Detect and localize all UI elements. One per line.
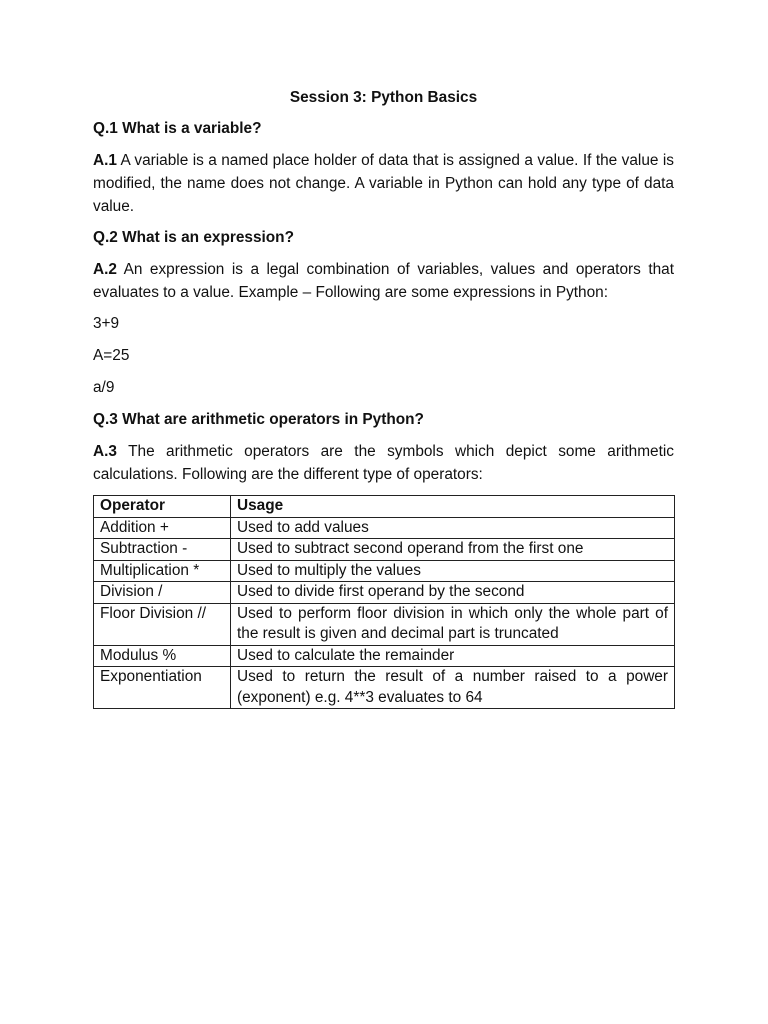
operator-cell: Addition + [94,517,231,539]
usage-cell: Used to return the result of a number raised to a power (exponent) e.g. 4**3 evaluates to 64 [231,667,675,709]
usage-cell: Used to subtract second operand from the first one [231,539,675,561]
table-row [94,539,675,561]
usage-cell: Used to add values [231,517,675,539]
answer-3-text: The arithmetic operators are the symbols which depict some arithmetic calculations. Following are the different type of operators: [93,443,674,483]
expression-example-3: a/9 [93,379,115,396]
question-1: Q.1 What is a variable? [93,120,262,137]
operator-cell: Exponentiation [94,667,231,709]
answer-3-label: A.3 [93,443,117,460]
usage-cell: Used to divide first operand by the second [231,582,675,604]
question-2: Q.2 What is an expression? [93,229,294,246]
usage-cell: Used to multiply the values [231,560,675,582]
answer-1 [93,149,674,218]
operator-cell: Modulus % [94,645,231,667]
table-row [94,645,675,667]
answer-1-label: A.1 [93,152,117,169]
table-row [94,603,675,645]
answer-2-text: An expression is a legal combination of variables, values and operators that evaluates to a value. Example – Following are some expressions in Python: [93,261,675,301]
header-usage: Usage [231,496,675,518]
table-header-row [94,496,675,518]
answer-2-label: A.2 [93,261,117,278]
document-title: Session 3: Python Basics [289,89,478,106]
table-row [94,582,675,604]
answer-2 [93,258,674,304]
expression-example-1: 3+9 [93,315,120,332]
header-operator: Operator [94,496,231,518]
document-page [93,87,674,709]
expression-example-2: A=25 [93,347,130,364]
operators-table [93,495,675,709]
operator-cell: Floor Division // [94,603,231,645]
table-row [94,560,675,582]
operator-cell: Multiplication * [94,560,231,582]
table-row [94,667,675,709]
answer-3 [93,440,674,486]
operator-cell: Subtraction - [94,539,231,561]
operator-cell: Division / [94,582,231,604]
answer-1-text: A variable is a named place holder of data that is assigned a value. If the value is modified, the name does not change. A variable in Python can hold any type of data value. [93,152,674,215]
question-3: Q.3 What are arithmetic operators in Python? [93,411,424,428]
table-row [94,517,675,539]
usage-cell: Used to calculate the remainder [231,645,675,667]
usage-cell: Used to perform floor division in which only the whole part of the result is given and decimal part is truncated [231,603,675,645]
